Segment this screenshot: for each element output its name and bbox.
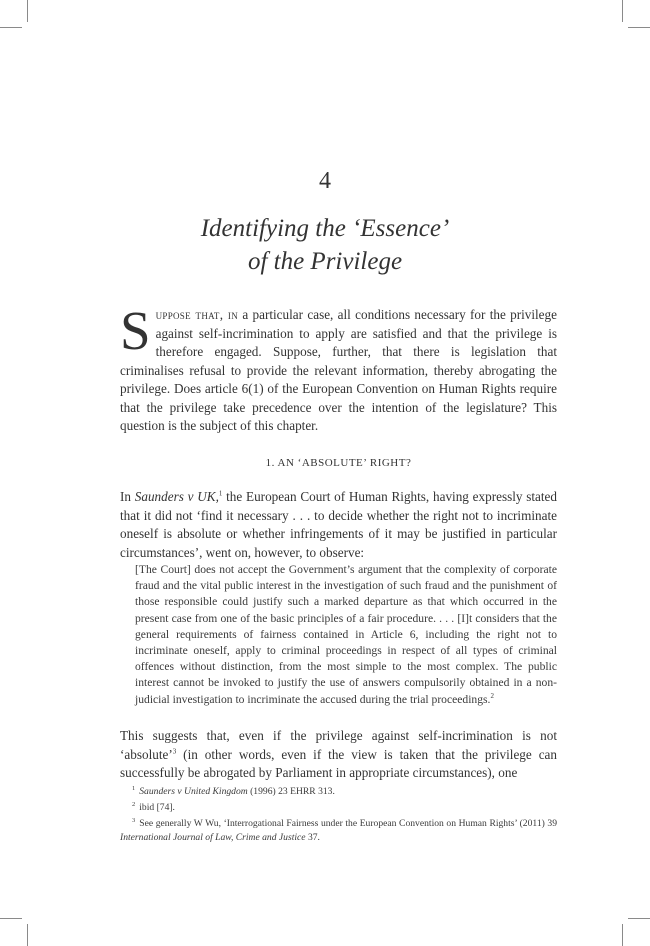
crop-mark-top-right: [622, 0, 623, 22]
footnote-3-mark: 3: [132, 817, 136, 825]
footnote-3-text-b: 37.: [305, 831, 320, 843]
para2-prefix: In: [120, 489, 135, 504]
footnotes: [120, 782, 557, 844]
crop-mark-left-bottom: [0, 918, 22, 919]
footnote-3-text-a: See generally W Wu, ‘Interrogational Fairness under the European Convention on Human Rights’ (2011) 39: [139, 818, 557, 830]
drop-cap: S: [120, 300, 151, 361]
para3-text-b: (in other words, even if the view is taken that the privilege can successfully be abrogated by Parliament in appropriate circumstances), one: [120, 746, 557, 780]
section-heading: 1. AN ‘ABSOLUTE’ RIGHT?: [265, 457, 412, 469]
crop-mark-top-left: [27, 0, 28, 22]
footnote-ref-2[interactable]: 2: [490, 691, 494, 700]
footnote-2-text: ibid [74].: [139, 802, 175, 814]
footnote-1-case: Saunders v United Kingdom: [139, 786, 248, 798]
crop-mark-bottom-right: [622, 924, 623, 946]
case-name: Saunders v UK,: [134, 489, 219, 504]
footnote-1-text: (1996) 23 EHRR 313.: [247, 786, 335, 798]
crop-mark-right-bottom: [628, 918, 650, 919]
footnote-2: [120, 798, 557, 814]
crop-mark-bottom-left: [27, 924, 28, 946]
body-paragraph-2: [120, 488, 557, 562]
quote-text: [The Court] does not accept the Government’s argument that the complexity of corporate fraud and the vital public interest in the investigation of such fraud and the punishment of those responsible could justify such a marked departure as that which occurred in the present case from one of the basic principles of a fair procedure. . . . [I]t considers that the general requirements of fairness contained in Article 6, including the right not to incriminate oneself, apply to criminal proceedings in respect of all types of criminal offences without distinction, from the most simple to the most complex. The public interest cannot be invoked to justify the use of answers compulsorily obtained in a non-judicial investigation to incriminate the accused during the trial proceedings.: [135, 563, 557, 706]
para2-text: the European Court of Human Rights, having expressly stated that it did not ‘find it necessary . . . to decide whether the right not to incriminate oneself is absolute or whether infringements of it may be justified in particular circumstances’, went on, however, to observe:: [120, 489, 557, 560]
footnote-ref-1[interactable]: 1: [218, 489, 223, 498]
footnote-2-mark: 2: [132, 801, 136, 809]
intro-paragraph: [120, 300, 557, 436]
body-paragraph-3: [120, 727, 557, 783]
intro-text: a particular case, all conditions necessary for the privilege against self-incrimination to apply are satisfied and that the privilege is therefore engaged. Suppose, further, that there is legislation that criminalises refusal to provide the relevant information, thereby abrogating the privilege. Does article 6(1) of the European Convention on Human Rights require that the privilege take precedence over the intention of the legislature? This question is the subject of this chapter.: [120, 307, 557, 433]
chapter-number: 4: [319, 168, 331, 194]
block-quotation: [135, 562, 557, 708]
intro-lead-smallcaps: uppose that, in: [155, 307, 239, 322]
crop-mark-left-top: [0, 27, 22, 28]
footnote-1-mark: 1: [132, 785, 136, 792]
footnote-3-journal: International Journal of Law, Crime and Justice: [120, 831, 306, 843]
chapter-title-line-1: Identifying the ‘Essence’: [200, 215, 450, 242]
crop-mark-right-top: [628, 27, 650, 28]
para3-text-a: This suggests that, even if the privilege against self-incrimination is not ‘absolute’: [120, 728, 557, 762]
footnote-3: [120, 814, 557, 843]
footnote-ref-3[interactable]: 3: [172, 747, 177, 756]
footnote-1: [120, 782, 557, 798]
chapter-title: [0, 212, 650, 278]
chapter-title-line-2: of the Privilege: [247, 248, 403, 275]
